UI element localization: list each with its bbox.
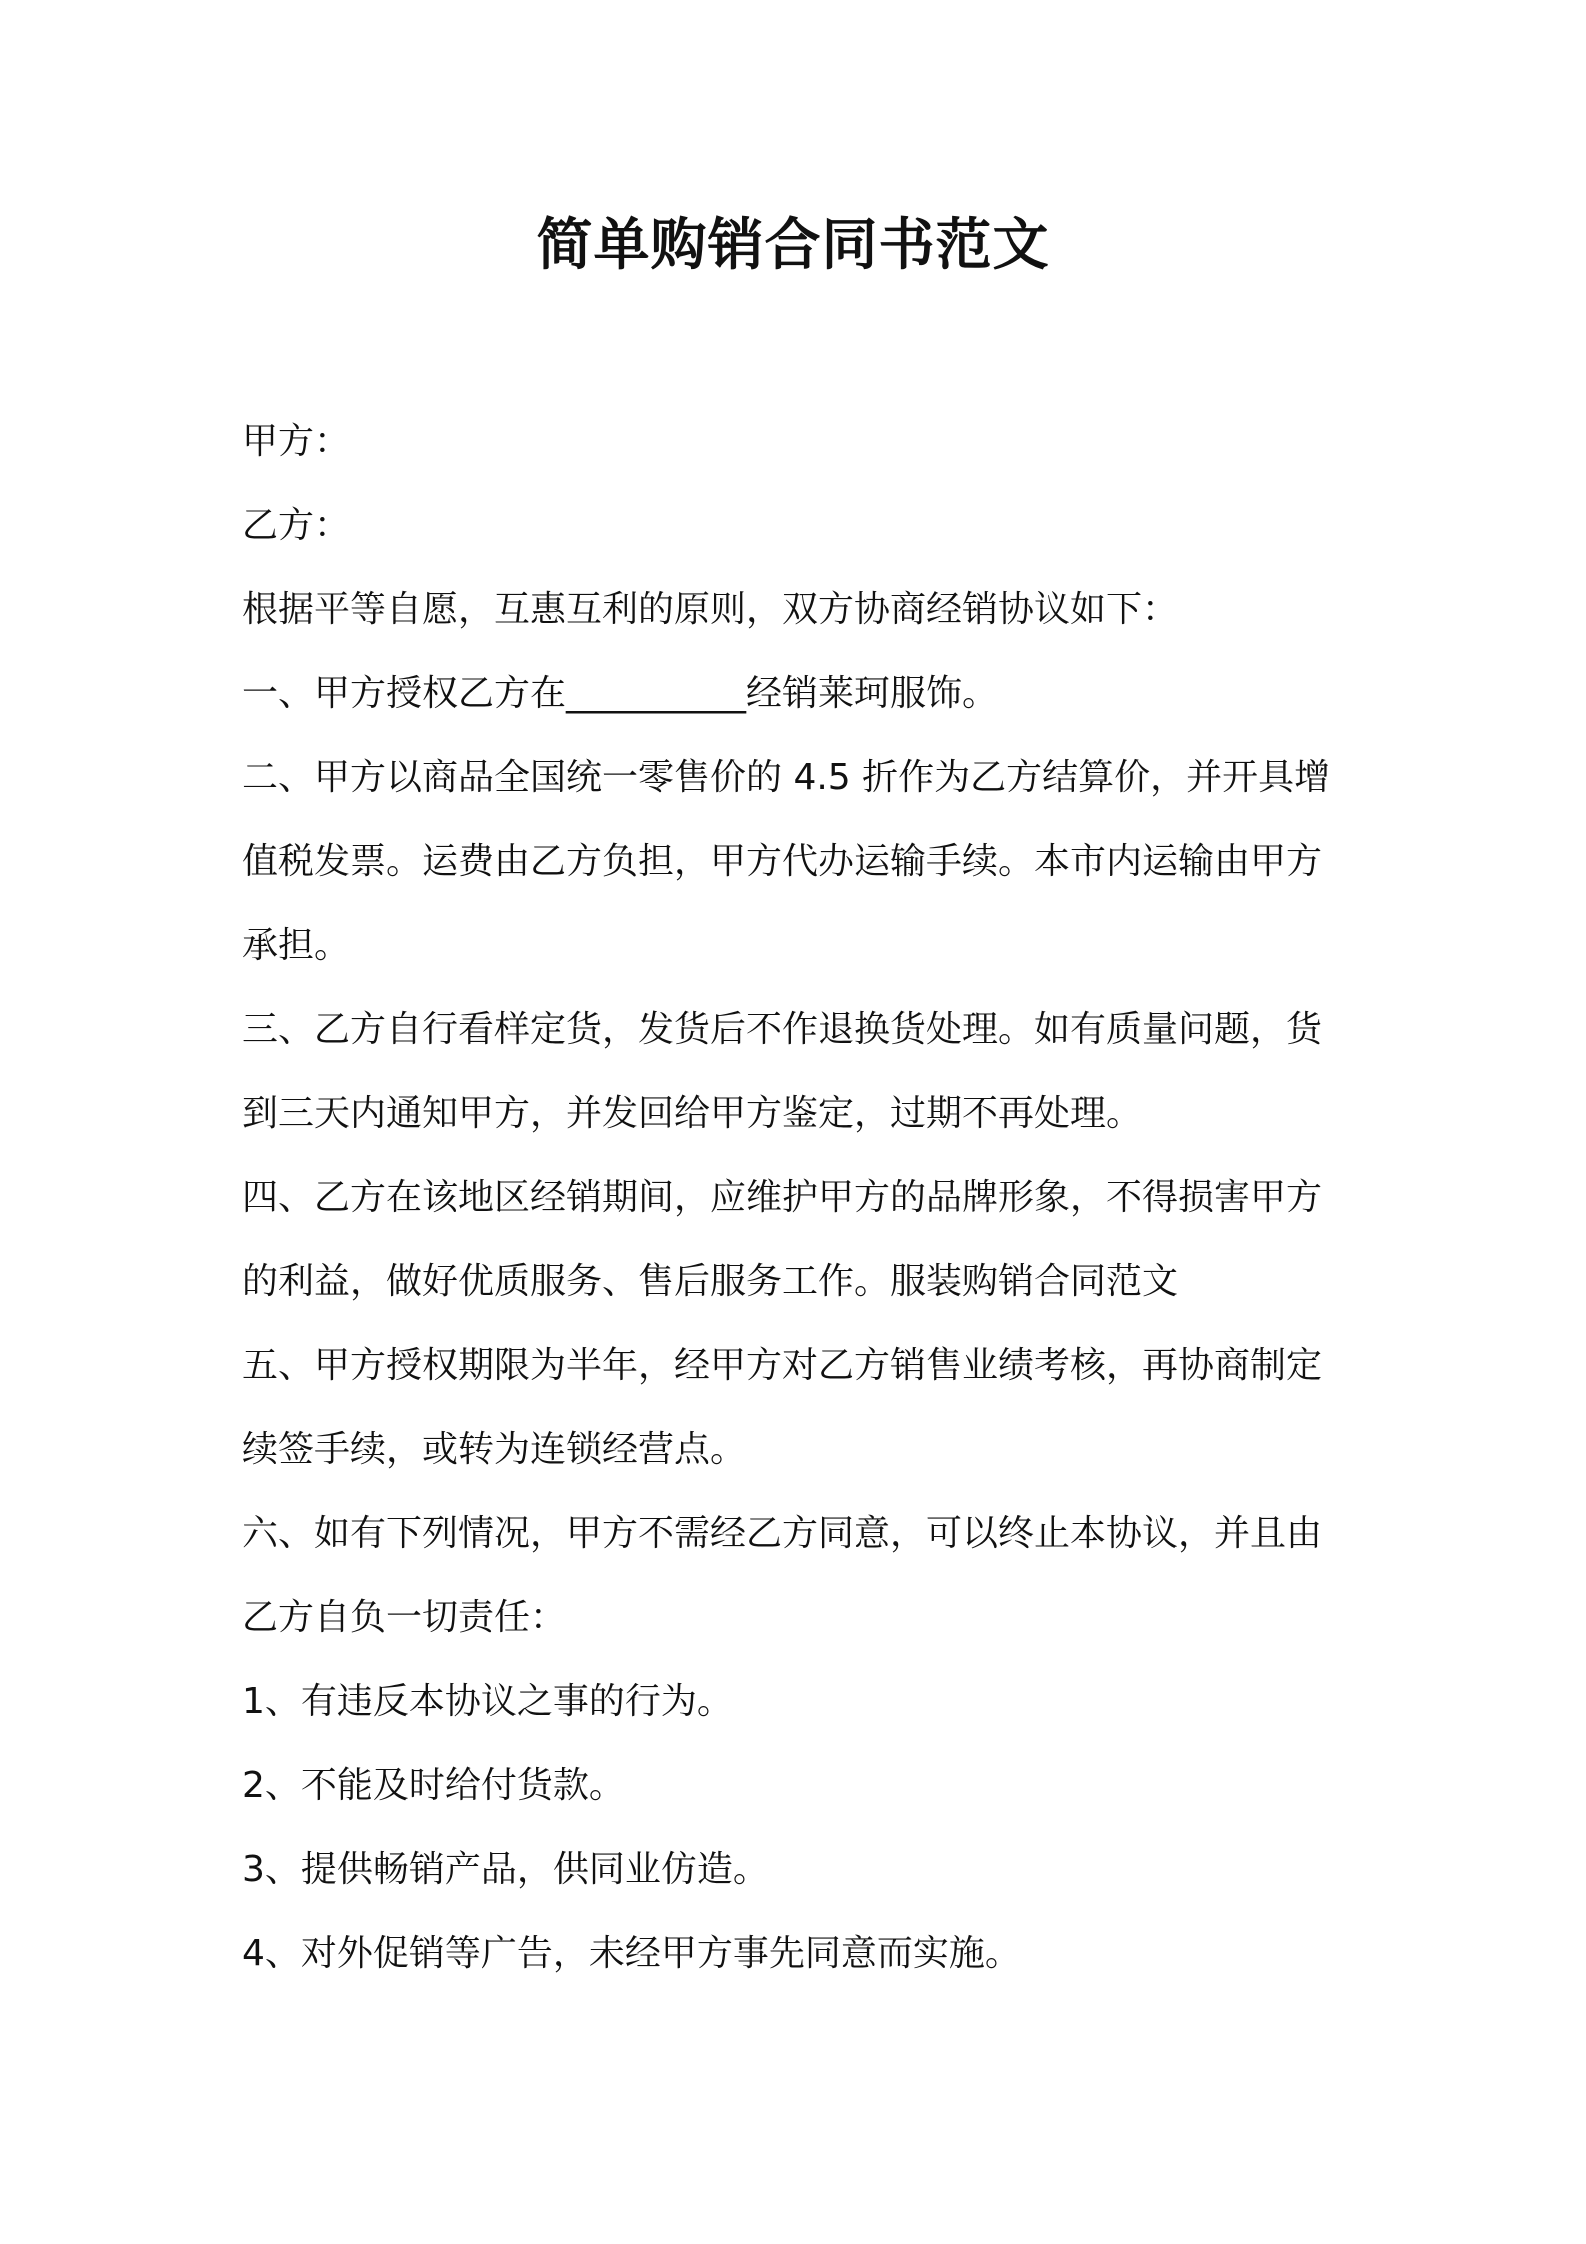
list-item: 2、不能及时给付货款。: [242, 1765, 625, 1806]
party-a-line: 甲方：: [242, 421, 351, 462]
clause-5-line: 五、甲方授权期限为半年，经甲方对乙方销售业绩考核，再协商制定: [242, 1345, 1323, 1386]
clause-6-line: 乙方自负一切责任：: [242, 1597, 567, 1638]
clause-3-line: 到三天内通知甲方，并发回给甲方鉴定，过期不再处理。: [242, 1093, 1143, 1134]
clause-3-line: 三、乙方自行看样定货，发货后不作退换货处理。如有质量问题，货: [242, 1009, 1323, 1050]
clause-2-line: 值税发票。运费由乙方负担，甲方代办运输手续。本市内运输由甲方: [242, 841, 1323, 882]
list-item: 1、有违反本协议之事的行为。: [242, 1681, 733, 1722]
clause-6: [242, 1492, 1362, 1660]
clause-5: [242, 1324, 1362, 1492]
clause-4-line: 的利益，做好优质服务、售后服务工作。服装购销合同范文: [242, 1261, 1179, 1302]
preamble-paragraph: 根据平等自愿，互惠互利的原则，双方协商经销协议如下：: [242, 589, 1179, 630]
clause-2-line: 二、甲方以商品全国统一零售价的 4.5 折作为乙方结算价，并开具增: [242, 757, 1331, 798]
clause-4-line: 四、乙方在该地区经销期间，应维护甲方的品牌形象，不得损害甲方: [242, 1177, 1323, 1218]
clause-5-line: 续签手续，或转为连锁经营点。: [242, 1429, 747, 1470]
clause-2: [242, 736, 1362, 988]
document-title: 简单购销合同书范文: [536, 213, 1050, 278]
document-body: [242, 400, 1362, 1996]
clause-4: [242, 1156, 1362, 1324]
clause-3: [242, 988, 1362, 1156]
list-item: 3、提供畅销产品，供同业仿造。: [242, 1849, 769, 1890]
clause-1: 一、甲方授权乙方在__________经销莱珂服饰。: [242, 673, 999, 714]
clause-6-line: 六、如有下列情况，甲方不需经乙方同意，可以终止本协议，并且由: [242, 1513, 1323, 1554]
clause-2-line: 承担。: [242, 925, 351, 966]
party-b-line: 乙方：: [242, 505, 351, 546]
list-item: 4、对外促销等广告，未经甲方事先同意而实施。: [242, 1933, 1021, 1974]
